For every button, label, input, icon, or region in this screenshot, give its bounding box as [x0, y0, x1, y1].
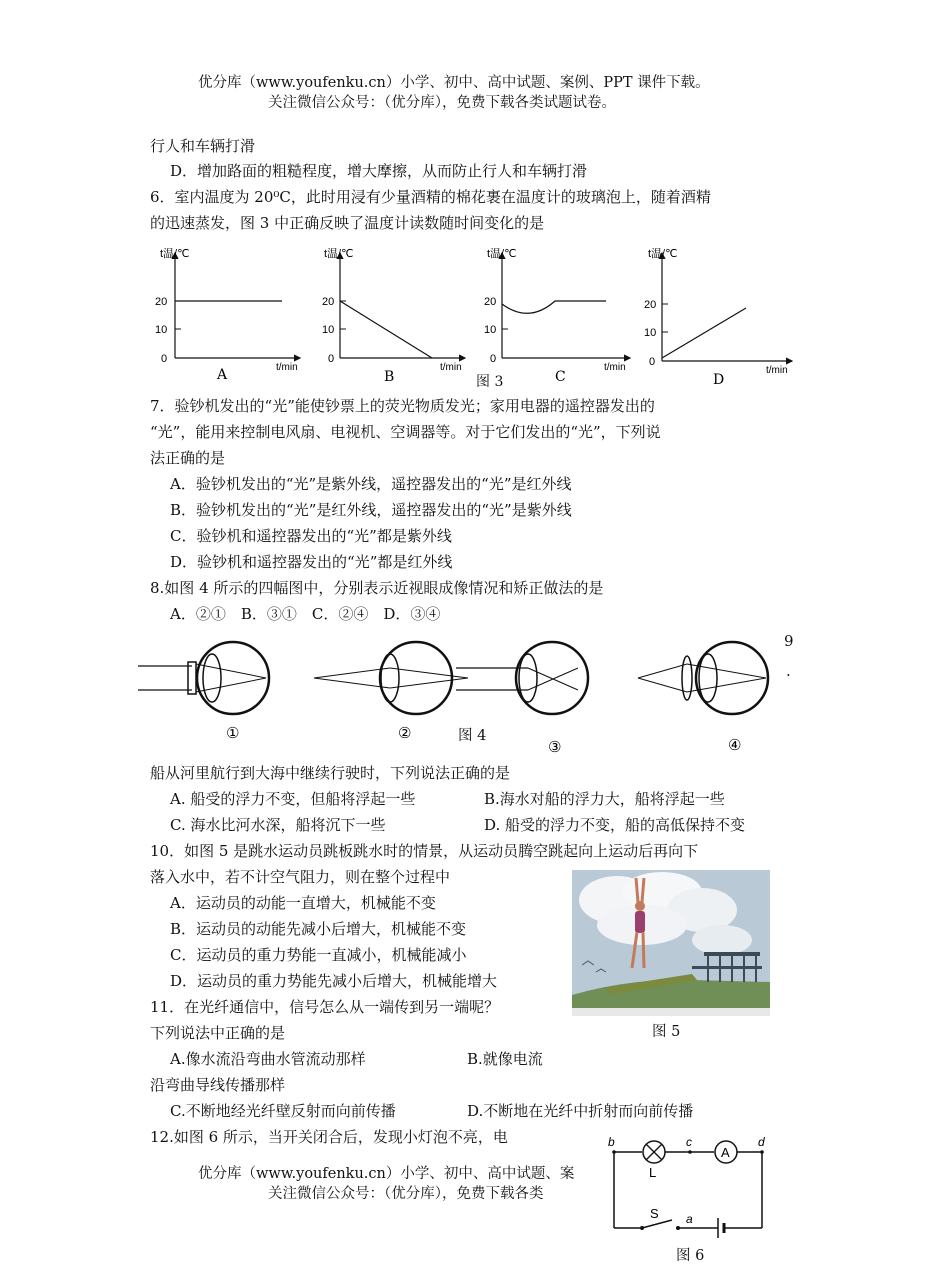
figure-5-caption: 图 5	[652, 1024, 681, 1040]
circuit-point-d: d	[758, 1135, 765, 1149]
q8-options: A．②① B．③① C．②④ D．③④	[170, 605, 441, 623]
graph-a-ylabel: t温/℃	[160, 248, 190, 260]
ammeter-label: A	[721, 1145, 730, 1160]
graph-b-tick-20: 20	[322, 296, 335, 308]
figure-3-caption: 图 3	[476, 374, 504, 390]
q11-option-a: A.像水流沿弯曲水管流动那样	[170, 1050, 366, 1068]
q7-option-b: B．验钞机发出的“光”是红外线，遥控器发出的“光”是紫外线	[170, 501, 572, 519]
graph-a-tick-20: 20	[155, 296, 168, 308]
graph-d-tick-0: 0	[649, 356, 656, 368]
q10-option-c: C．运动员的重力势能一直减小，机械能减小	[170, 946, 467, 964]
q7-option-a: A．验钞机发出的“光”是紫外线，遥控器发出的“光”是红外线	[170, 475, 572, 493]
q7-line-3: 法正确的是	[150, 449, 226, 467]
footer-line-1: 优分库（www.youfenku.cn）小学、初中、高中试题、案	[198, 1166, 575, 1182]
q7-option-d: D．验钞机和遥控器发出的“光”都是红外线	[170, 553, 453, 571]
graph-c-ylabel: t温/℃	[487, 248, 517, 260]
q7-option-c: C．验钞机和遥控器发出的“光”都是紫外线	[170, 527, 452, 545]
q11-option-b-cont: 沿弯曲导线传播那样	[150, 1076, 286, 1094]
graph-c-xlabel: t/min	[604, 362, 626, 373]
q5-continuation: 行人和车辆打滑	[150, 137, 256, 155]
graph-d-ylabel: t温/℃	[648, 248, 678, 260]
q9-option-c: C. 海水比河水深，船将沉下一些	[170, 816, 386, 834]
circuit-point-b: b	[608, 1135, 615, 1149]
q9-option-b: B.海水对船的浮力大，船将浮起一些	[484, 790, 725, 808]
graph-b-tick-0: 0	[328, 353, 335, 365]
q10-option-d: D．运动员的重力势能先减小后增大，机械能增大	[170, 972, 498, 990]
graph-c-tick-10: 10	[484, 324, 497, 336]
q11-line-2: 下列说法中正确的是	[150, 1024, 286, 1042]
graph-d-xlabel: t/min	[766, 365, 788, 376]
graph-b-caption: B	[384, 369, 395, 385]
q9-number: 9	[784, 632, 794, 650]
eye-3-label: ③	[548, 739, 562, 756]
switch-label: S	[650, 1206, 659, 1221]
graph-c-caption: C	[555, 369, 566, 385]
lamp-label: L	[649, 1165, 657, 1180]
graph-c	[484, 247, 630, 385]
q11-line-1: 11．在光纤通信中，信号怎么从一端传到另一端呢？	[150, 998, 500, 1016]
graph-c-tick-0: 0	[490, 353, 497, 365]
header-line-2: 关注微信公众号：（优分库），免费下载各类试题试卷。	[268, 95, 616, 111]
graph-a-tick-10: 10	[155, 324, 168, 336]
graph-a-caption: A	[217, 367, 228, 383]
graph-b-ylabel: t温/℃	[324, 248, 354, 260]
header-line-1: 优分库（www.youfenku.cn）小学、初中、高中试题、案例、PPT 课件下载。	[198, 75, 710, 91]
q9-number-dot: .	[786, 662, 791, 680]
eye-1-label: ①	[226, 725, 240, 742]
q7-line-1: 7．验钞机发出的“光”能使钞票上的荧光物质发光；家用电器的遥控器发出的	[150, 397, 655, 415]
graph-d-caption: D	[713, 372, 725, 388]
graph-c-tick-20: 20	[484, 296, 497, 308]
q10-line-2: 落入水中，若不计空气阻力，则在整个过程中	[150, 868, 451, 886]
graph-d	[644, 247, 792, 388]
switch-icon	[642, 1220, 672, 1228]
q11-option-d: D.不断地在光纤中折射而向前传播	[467, 1102, 694, 1120]
graph-b-xlabel: t/min	[440, 362, 462, 373]
eye-diagram-1	[138, 642, 269, 742]
graph-d-tick-20: 20	[644, 299, 657, 311]
eye-diagram-4	[638, 642, 768, 754]
graph-a	[155, 247, 300, 383]
figure-5-diver-photo	[572, 870, 770, 1016]
footer-line-2: 关注微信公众号：（优分库），免费下载各类	[268, 1186, 544, 1202]
figure-4-caption: 图 4	[458, 728, 487, 744]
q10-option-b: B．运动员的动能先减小后增大，机械能不变	[170, 920, 467, 938]
q9-option-a: A. 船受的浮力不变，但船将浮起一些	[170, 790, 416, 808]
eye-4-label: ④	[728, 737, 742, 754]
graph-d-tick-10: 10	[644, 327, 657, 339]
graph-b-tick-10: 10	[322, 324, 335, 336]
graph-a-tick-0: 0	[161, 353, 168, 365]
figure-6-caption: 图 6	[676, 1248, 705, 1264]
q6-line-1: 6．室内温度为 20⁰C，此时用浸有少量酒精的棉花裹在温度计的玻璃泡上，随着酒精	[150, 188, 711, 206]
q5-option-d: D．增加路面的粗糙程度，增大摩擦，从而防止行人和车辆打滑	[170, 162, 588, 180]
eye-diagram-2	[314, 642, 468, 742]
q9-option-d: D. 船受的浮力不变，船的高低保持不变	[484, 816, 746, 834]
eye-2-label: ②	[398, 725, 412, 742]
q11-option-c: C.不断地经光纤壁反射而向前传播	[170, 1102, 396, 1120]
circuit-point-c: c	[686, 1135, 692, 1149]
circuit-point-a: a	[686, 1212, 693, 1226]
q12-line-1: 12.如图 6 所示，当开关闭合后，发现小灯泡不亮，电	[150, 1128, 508, 1146]
q9-line-1: 船从河里航行到大海中继续行驶时，下列说法正确的是	[150, 764, 511, 782]
q7-line-2: “光”，能用来控制电风扇、电视机、空调器等。对于它们发出的“光”，下列说	[150, 423, 661, 441]
q6-line-2: 的迅速蒸发，图 3 中正确反映了温度计读数随时间变化的是	[150, 214, 545, 232]
q10-option-a: A．运动员的动能一直增大，机械能不变	[170, 894, 436, 912]
q11-option-b: B.就像电流	[467, 1050, 543, 1068]
q10-line-1: 10．如图 5 是跳水运动员跳板跳水时的情景，从运动员腾空跳起向上运动后再向下	[150, 842, 699, 860]
q8-line-1: 8.如图 4 所示的四幅图中，分别表示近视眼成像情况和矫正做法的是	[150, 579, 604, 597]
graph-b	[322, 247, 465, 385]
figure-3	[140, 238, 820, 388]
graph-a-xlabel: t/min	[276, 362, 298, 373]
